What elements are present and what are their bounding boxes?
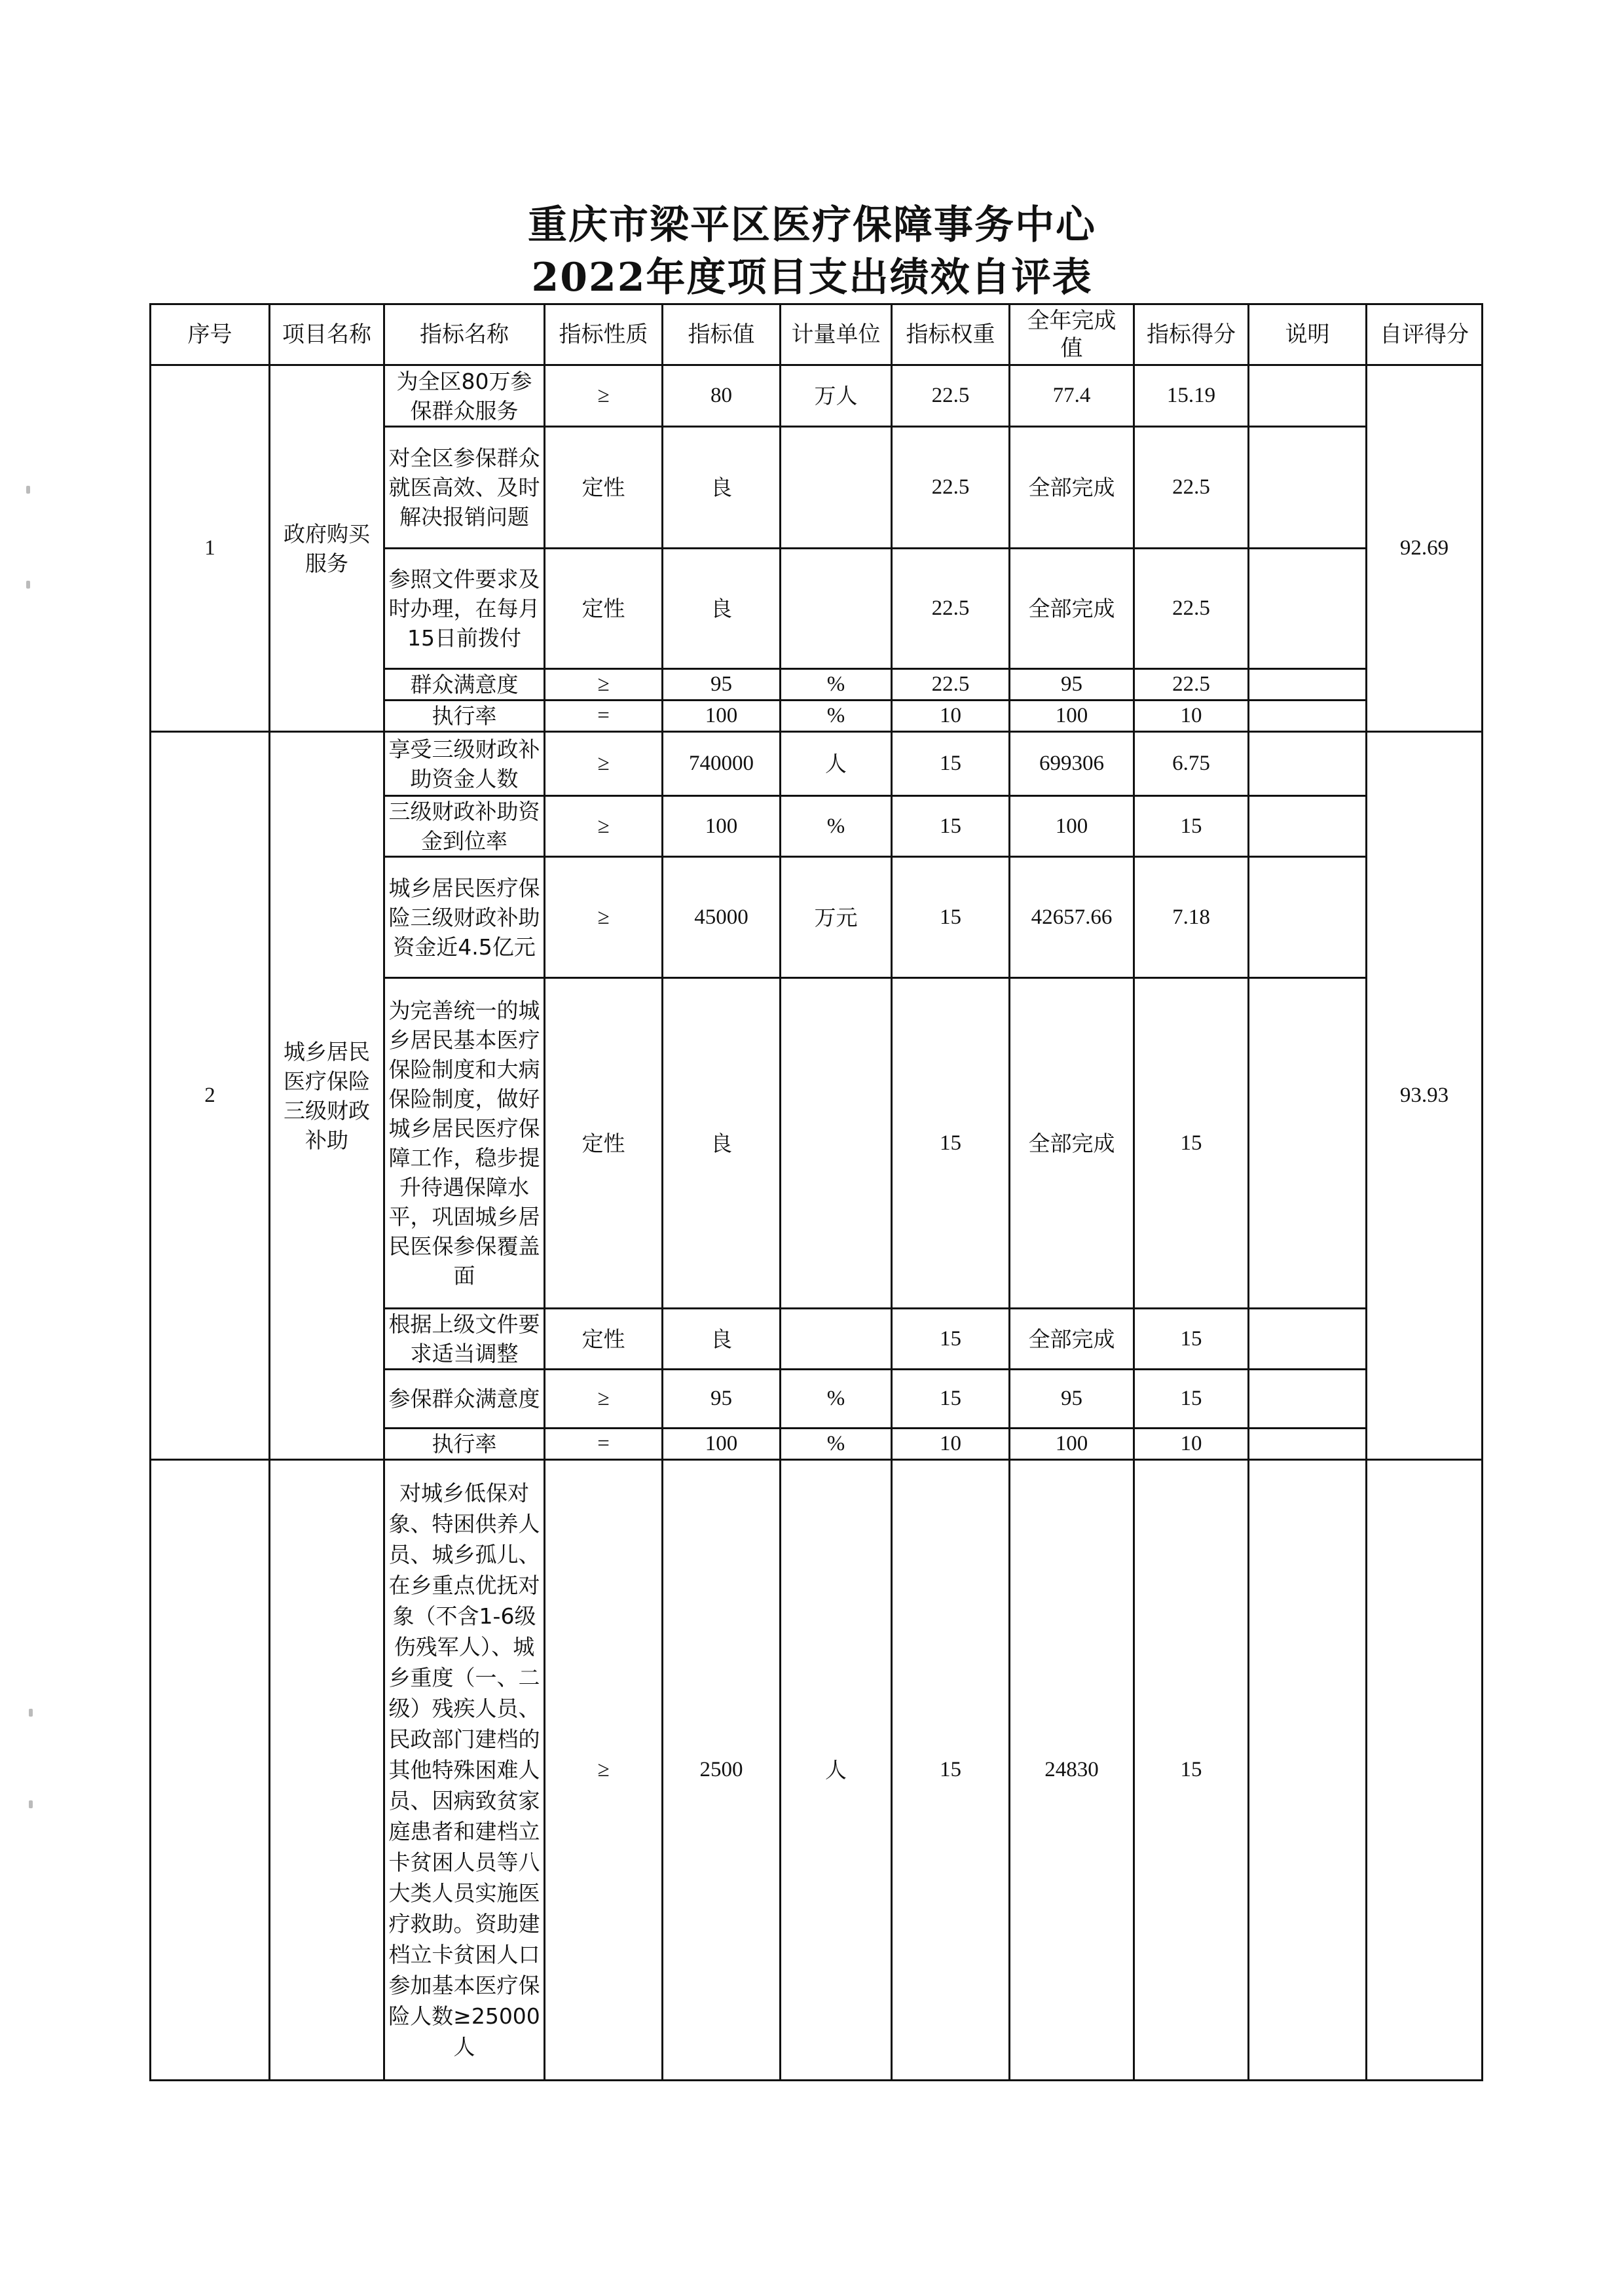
unit bbox=[781, 1309, 892, 1370]
indicator-value: 80 bbox=[663, 365, 781, 427]
indicator-value: 2500 bbox=[663, 1460, 781, 2081]
indicator-name: 执行率 bbox=[384, 1429, 545, 1460]
indicator-score: 15 bbox=[1134, 1370, 1249, 1429]
indicator-name: 为完善统一的城乡居民基本医疗保险制度和大病保险制度，做好城乡居民医疗保障工作，稳步提升待遇保障水平，巩固城乡居民医保参保覆盖面 bbox=[384, 978, 545, 1309]
header-note: 说明 bbox=[1249, 304, 1367, 365]
indicator-name: 群众满意度 bbox=[384, 669, 545, 701]
indicator-score: 10 bbox=[1134, 1429, 1249, 1460]
header-indicator-score: 指标得分 bbox=[1134, 304, 1249, 365]
indicator-nature: 定性 bbox=[545, 1309, 663, 1370]
indicator-score: 6.75 bbox=[1134, 732, 1249, 796]
indicator-name: 参保群众满意度 bbox=[384, 1370, 545, 1429]
group-index: 2 bbox=[151, 732, 270, 1460]
annual-actual: 95 bbox=[1010, 669, 1134, 701]
header-project-name: 项目名称 bbox=[270, 304, 384, 365]
indicator-score: 15 bbox=[1134, 978, 1249, 1309]
indicator-nature: 定性 bbox=[545, 978, 663, 1309]
header-unit: 计量单位 bbox=[781, 304, 892, 365]
unit: 人 bbox=[781, 1460, 892, 2081]
indicator-value: 100 bbox=[663, 701, 781, 732]
project-name: 城乡居民医疗保险三级财政补助 bbox=[270, 732, 384, 1460]
indicator-nature: ≥ bbox=[545, 796, 663, 857]
self-score: 93.93 bbox=[1367, 732, 1483, 1460]
unit: % bbox=[781, 669, 892, 701]
weight: 15 bbox=[892, 732, 1010, 796]
unit bbox=[781, 978, 892, 1309]
weight: 15 bbox=[892, 857, 1010, 978]
indicator-nature: 定性 bbox=[545, 549, 663, 669]
note bbox=[1249, 1429, 1367, 1460]
indicator-nature: = bbox=[545, 701, 663, 732]
weight: 22.5 bbox=[892, 549, 1010, 669]
group-index bbox=[151, 1460, 270, 2081]
indicator-name: 对城乡低保对象、特困供养人员、城乡孤儿、在乡重点优抚对象（不含1-6级伤残军人）、城乡重度（一、二级）残疾人员、民政部门建档的其他特殊困难人员、因病致贫家庭患者和建档立卡贫困人员等八大类人员实施医疗救助。资助建档立卡贫困人口参加基本医疗保险人数≥25000人 bbox=[384, 1460, 545, 2081]
indicator-nature: ≥ bbox=[545, 669, 663, 701]
annual-actual: 100 bbox=[1010, 701, 1134, 732]
indicator-name: 参照文件要求及时办理，在每月15日前拨付 bbox=[384, 549, 545, 669]
header-weight: 指标权重 bbox=[892, 304, 1010, 365]
header-annual-actual: 全年完成值 bbox=[1010, 304, 1134, 365]
table-header-row bbox=[151, 304, 1483, 365]
scan-artifact bbox=[29, 1709, 33, 1717]
table-row bbox=[151, 365, 1483, 427]
scan-artifact bbox=[26, 581, 30, 589]
note bbox=[1249, 669, 1367, 701]
scan-artifact bbox=[29, 1800, 33, 1808]
document-title-line1: 重庆市梁平区医疗保障事务中心 bbox=[528, 202, 1096, 248]
scan-artifact bbox=[26, 486, 30, 494]
indicator-nature: ≥ bbox=[545, 857, 663, 978]
indicator-score: 10 bbox=[1134, 701, 1249, 732]
indicator-nature: ≥ bbox=[545, 365, 663, 427]
indicator-value: 740000 bbox=[663, 732, 781, 796]
indicator-nature: 定性 bbox=[545, 427, 663, 549]
weight: 15 bbox=[892, 978, 1010, 1309]
annual-actual: 全部完成 bbox=[1010, 427, 1134, 549]
indicator-name: 对全区参保群众就医高效、及时解决报销问题 bbox=[384, 427, 545, 549]
annual-actual: 95 bbox=[1010, 1370, 1134, 1429]
indicator-score: 7.18 bbox=[1134, 857, 1249, 978]
annual-actual: 100 bbox=[1010, 796, 1134, 857]
self-score: 92.69 bbox=[1367, 365, 1483, 732]
header-indicator-nature: 指标性质 bbox=[545, 304, 663, 365]
header-index: 序号 bbox=[151, 304, 270, 365]
annual-actual: 全部完成 bbox=[1010, 978, 1134, 1309]
header-indicator-value: 指标值 bbox=[663, 304, 781, 365]
annual-actual: 全部完成 bbox=[1010, 1309, 1134, 1370]
project-name bbox=[270, 1460, 384, 2081]
weight: 15 bbox=[892, 796, 1010, 857]
weight: 22.5 bbox=[892, 427, 1010, 549]
note bbox=[1249, 857, 1367, 978]
header-indicator-name: 指标名称 bbox=[384, 304, 545, 365]
project-name: 政府购买服务 bbox=[270, 365, 384, 732]
note bbox=[1249, 1460, 1367, 2081]
indicator-nature: ≥ bbox=[545, 732, 663, 796]
header-self-score: 自评得分 bbox=[1367, 304, 1483, 365]
note bbox=[1249, 427, 1367, 549]
indicator-score: 15 bbox=[1134, 1460, 1249, 2081]
unit: 人 bbox=[781, 732, 892, 796]
indicator-score: 22.5 bbox=[1134, 549, 1249, 669]
indicator-name: 根据上级文件要求适当调整 bbox=[384, 1309, 545, 1370]
document-title-line2: 2022年度项目支出绩效自评表 bbox=[531, 255, 1093, 301]
indicator-nature: ≥ bbox=[545, 1370, 663, 1429]
weight: 10 bbox=[892, 1429, 1010, 1460]
weight: 22.5 bbox=[892, 669, 1010, 701]
unit: % bbox=[781, 1429, 892, 1460]
table-row bbox=[151, 1460, 1483, 2081]
unit bbox=[781, 549, 892, 669]
annual-actual: 100 bbox=[1010, 1429, 1134, 1460]
indicator-name: 城乡居民医疗保险三级财政补助资金近4.5亿元 bbox=[384, 857, 545, 978]
weight: 15 bbox=[892, 1370, 1010, 1429]
indicator-value: 95 bbox=[663, 1370, 781, 1429]
indicator-value: 95 bbox=[663, 669, 781, 701]
indicator-value: 良 bbox=[663, 978, 781, 1309]
indicator-nature: ≥ bbox=[545, 1460, 663, 2081]
indicator-score: 15.19 bbox=[1134, 365, 1249, 427]
unit: % bbox=[781, 1370, 892, 1429]
weight: 15 bbox=[892, 1309, 1010, 1370]
indicator-value: 45000 bbox=[663, 857, 781, 978]
note bbox=[1249, 365, 1367, 427]
annual-actual: 24830 bbox=[1010, 1460, 1134, 2081]
indicator-name: 三级财政补助资金到位率 bbox=[384, 796, 545, 857]
note bbox=[1249, 732, 1367, 796]
note bbox=[1249, 701, 1367, 732]
weight: 10 bbox=[892, 701, 1010, 732]
note bbox=[1249, 1370, 1367, 1429]
indicator-value: 良 bbox=[663, 549, 781, 669]
annual-actual: 77.4 bbox=[1010, 365, 1134, 427]
performance-evaluation-table bbox=[149, 303, 1483, 2081]
indicator-name: 为全区80万参保群众服务 bbox=[384, 365, 545, 427]
indicator-score: 15 bbox=[1134, 1309, 1249, 1370]
table-row bbox=[151, 732, 1483, 796]
indicator-score: 22.5 bbox=[1134, 669, 1249, 701]
note bbox=[1249, 796, 1367, 857]
unit: % bbox=[781, 796, 892, 857]
indicator-name: 执行率 bbox=[384, 701, 545, 732]
unit bbox=[781, 427, 892, 549]
weight: 15 bbox=[892, 1460, 1010, 2081]
indicator-nature: = bbox=[545, 1429, 663, 1460]
annual-actual: 全部完成 bbox=[1010, 549, 1134, 669]
unit: 万元 bbox=[781, 857, 892, 978]
indicator-score: 22.5 bbox=[1134, 427, 1249, 549]
note bbox=[1249, 978, 1367, 1309]
self-score bbox=[1367, 1460, 1483, 2081]
indicator-value: 100 bbox=[663, 1429, 781, 1460]
annual-actual: 699306 bbox=[1010, 732, 1134, 796]
group-index: 1 bbox=[151, 365, 270, 732]
weight: 22.5 bbox=[892, 365, 1010, 427]
indicator-value: 良 bbox=[663, 427, 781, 549]
indicator-value: 100 bbox=[663, 796, 781, 857]
unit: 万人 bbox=[781, 365, 892, 427]
unit: % bbox=[781, 701, 892, 732]
annual-actual: 42657.66 bbox=[1010, 857, 1134, 978]
indicator-name: 享受三级财政补助资金人数 bbox=[384, 732, 545, 796]
note bbox=[1249, 1309, 1367, 1370]
indicator-value: 良 bbox=[663, 1309, 781, 1370]
indicator-score: 15 bbox=[1134, 796, 1249, 857]
note bbox=[1249, 549, 1367, 669]
